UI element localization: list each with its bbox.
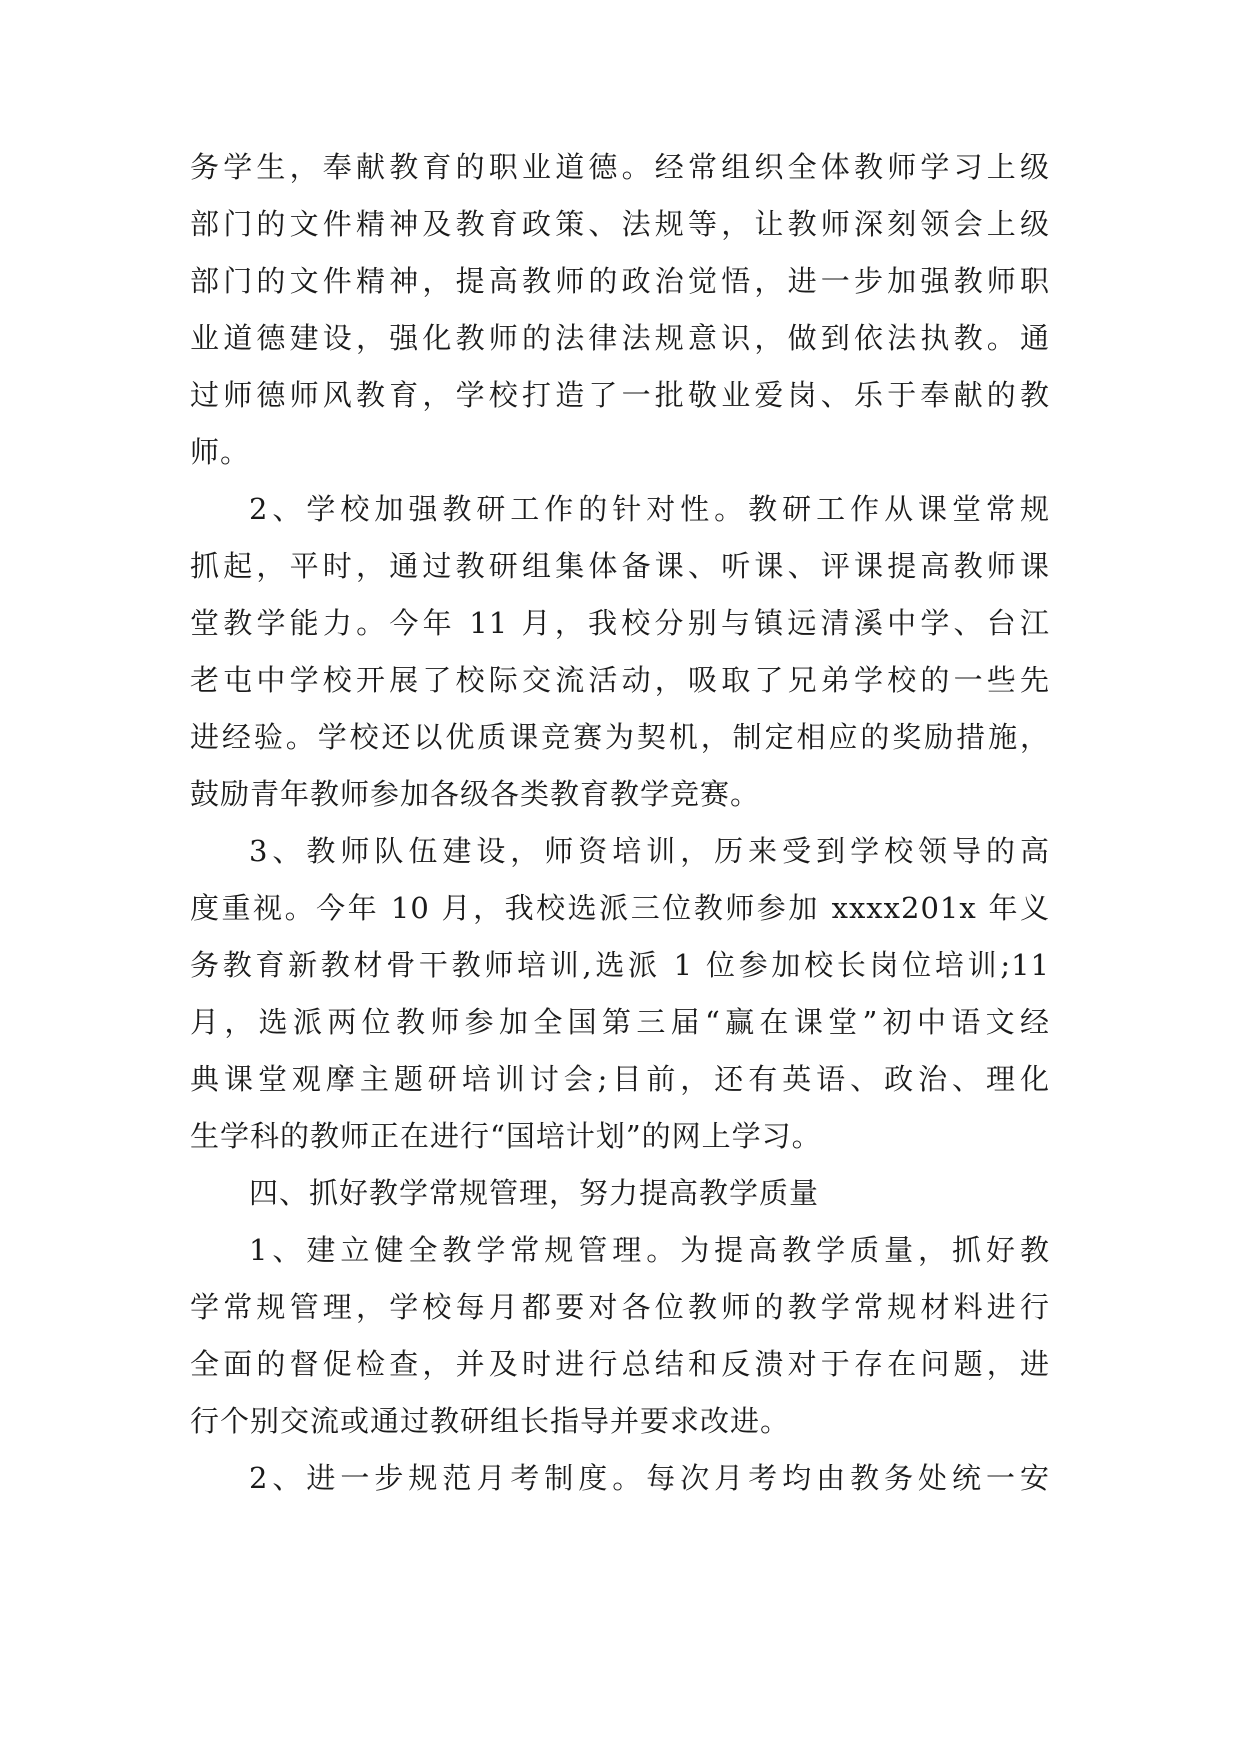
body-text-line: 务教育新教材骨干教师培训,选派 1 位参加校长岗位培训;11 (190, 948, 1050, 982)
body-text-line: 进经验。学校还以优质课竞赛为契机，制定相应的奖励措施， (190, 720, 1050, 754)
body-text-line: 业道德建设，强化教师的法律法规意识，做到依法执教。通 (190, 321, 1050, 355)
body-text-line: 月，选派两位教师参加全国第三届“赢在课堂”初中语文经 (190, 1005, 1050, 1039)
body-text-line: 生学科的教师正在进行“国培计划”的网上学习。 (190, 1119, 822, 1153)
body-text-line: 抓起，平时，通过教研组集体备课、听课、评课提高教师课 (190, 549, 1050, 583)
body-text-line: 典课堂观摩主题研培训讨会;目前，还有英语、政治、理化 (190, 1062, 1050, 1096)
body-text-line: 过师德师风教育，学校打造了一批敬业爱岗、乐于奉献的教 (190, 378, 1050, 412)
paragraph-first-line: 2、学校加强教研工作的针对性。教研工作从课堂常规 (249, 492, 1050, 526)
paragraph-first-line: 2、进一步规范月考制度。每次月考均由教务处统一安 (249, 1461, 1050, 1495)
body-text-line: 部门的文件精神，提高教师的政治觉悟，进一步加强教师职 (190, 264, 1050, 298)
body-text-line: 鼓励青年教师参加各级各类教育教学竞赛。 (190, 777, 761, 811)
paragraph-first-line: 3、教师队伍建设，师资培训，历来受到学校领导的高 (249, 834, 1050, 868)
body-text-line: 度重视。今年 10 月，我校选派三位教师参加 xxxx201x 年义 (190, 891, 1050, 925)
body-text-line: 师。 (190, 435, 251, 469)
body-text-line: 行个别交流或通过教研组长指导并要求改进。 (190, 1404, 791, 1438)
section-heading: 四、抓好教学常规管理，努力提高教学质量 (249, 1176, 820, 1210)
body-text-line: 学常规管理，学校每月都要对各位教师的教学常规材料进行 (190, 1290, 1050, 1324)
paragraph-first-line: 1、建立健全教学常规管理。为提高教学质量，抓好教 (249, 1233, 1050, 1267)
body-text-line: 部门的文件精神及教育政策、法规等，让教师深刻领会上级 (190, 207, 1050, 241)
body-text-line: 老屯中学校开展了校际交流活动，吸取了兄弟学校的一些先 (190, 663, 1050, 697)
body-text-line: 全面的督促检查，并及时进行总结和反溃对于存在问题，进 (190, 1347, 1050, 1381)
body-text-line: 务学生，奉献教育的职业道德。经常组织全体教师学习上级 (190, 150, 1050, 184)
body-text-line: 堂教学能力。今年 11 月，我校分别与镇远清溪中学、台江 (190, 606, 1050, 640)
